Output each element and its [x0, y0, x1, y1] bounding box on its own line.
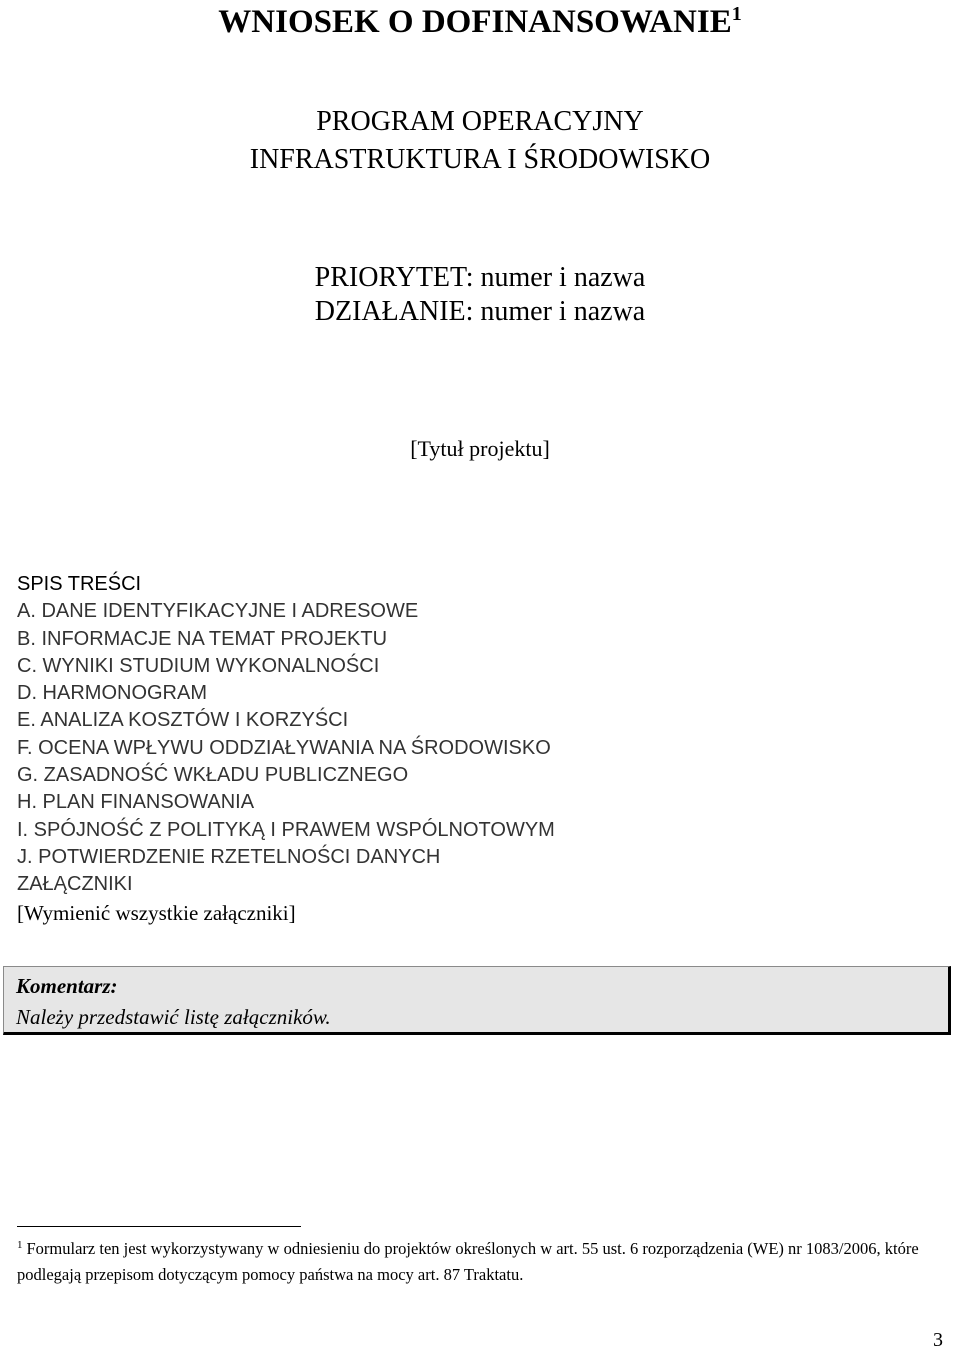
toc-item: E. ANALIZA KOSZTÓW I KORZYŚCI: [17, 709, 349, 732]
table-of-contents: [17, 571, 937, 927]
toc-heading: SPIS TREŚCI: [17, 573, 142, 595]
program-line-1: PROGRAM OPERACYJNY: [316, 106, 644, 137]
footnote-separator: [17, 1226, 301, 1227]
priority-line: PRIORYTET: numer i nazwa: [314, 262, 646, 293]
toc-item: D. HARMONOGRAM: [17, 682, 207, 705]
comment-label: Komentarz:: [16, 974, 118, 998]
toc-item: A. DANE IDENTYFIKACYJNE I ADRESOWE: [17, 600, 419, 623]
toc-item: I. SPÓJNOŚĆ Z POLITYKĄ I PRAWEM WSPÓLNOTOWYM: [17, 818, 555, 841]
toc-item: F. OCENA WPŁYWU ODDZIAŁYWANIA NA ŚRODOWISKO: [17, 736, 551, 759]
project-title: [Tytuł projektu]: [410, 436, 550, 461]
toc-item: G. ZASADNOŚĆ WKŁADU PUBLICZNEGO: [17, 764, 409, 787]
comment-text: Należy przedstawić listę załączników.: [16, 1005, 331, 1029]
title-footnote-ref: 1: [731, 3, 742, 25]
action-line: DZIAŁANIE: numer i nazwa: [314, 296, 646, 327]
footnote-text: Formularz ten jest wykorzystywany w odniesieniu do projektów określonych w art. 55 ust. 6 rozporządzenia (WE) nr 1083/2006, które podlegają przepisom dotyczącym pomocy państwa na mocy art. 87 Traktatu.: [17, 1239, 919, 1284]
toc-attachments-note: [Wymienić wszystkie załączniki]: [17, 900, 296, 925]
toc-item: J. POTWIERDZENIE RZETELNOŚCI DANYCH: [17, 845, 441, 868]
comment-box: [3, 966, 951, 1035]
toc-item: H. PLAN FINANSOWANIA: [17, 791, 255, 814]
footnote: [17, 1236, 957, 1288]
program-line-2: INFRASTRUKTURA I ŚRODOWISKO: [249, 144, 711, 175]
toc-list: [17, 598, 937, 898]
footnote-number: 1: [17, 1238, 23, 1251]
toc-item: C. WYNIKI STUDIUM WYKONALNOŚCI: [17, 654, 380, 677]
page-number: 3: [933, 1329, 943, 1351]
document-title-text: WNIOSEK O DOFINANSOWANIE: [218, 4, 732, 40]
toc-item: B. INFORMACJE NA TEMAT PROJEKTU: [17, 627, 388, 650]
toc-item: ZAŁĄCZNIKI: [17, 873, 133, 896]
document-title: [0, 2, 960, 42]
